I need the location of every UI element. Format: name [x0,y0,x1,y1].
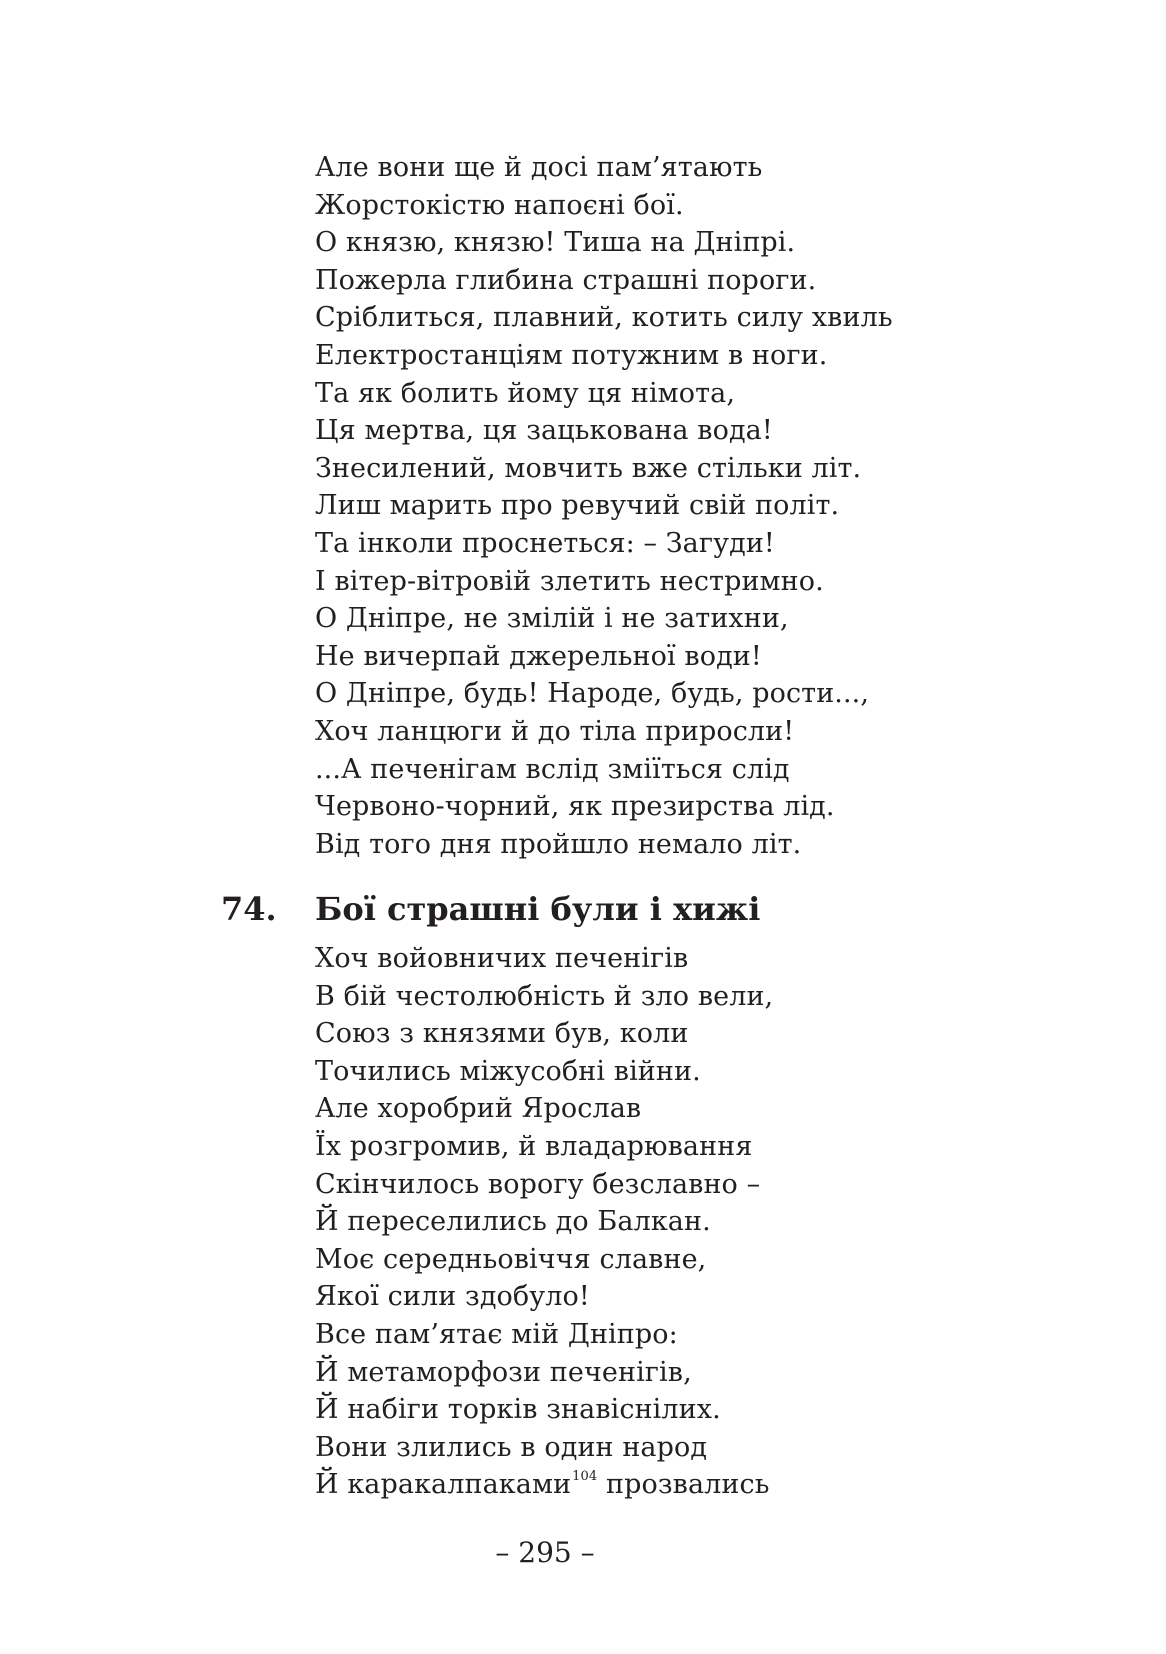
poem-line-text: прозвались [597,1469,770,1501]
footnote-reference[interactable]: 104 [572,1469,598,1485]
poem-line: О князю, князю! Тиша на Дніпрі. [315,227,796,259]
poem-line-with-footnote [315,1466,773,1504]
poem-stanza-top [315,149,893,863]
poem-line: Й метаморфози печенігів, [315,1356,692,1388]
poem-line: В бій честолюбність й зло вели, [315,980,774,1012]
poem-line: Вони злились в один народ [315,1431,708,1463]
poem-stanza-bottom [315,940,773,1504]
poem-line: Точились міжусобні війни. [315,1055,701,1087]
poem-line: Жорстокістю напоєні бої. [315,189,684,221]
poem-line: Якої сили здобуло! [315,1281,590,1313]
poem-line: Їх розгромив, й владарювання [315,1130,753,1162]
poem-line: Знесилений, мовчить вже стільки літ. [315,452,862,484]
poem-line: Електростанціям потужним в ноги. [315,339,828,371]
section-title: Бої страшні були і хижі [315,890,761,928]
poem-line: Союз з князями був, коли [315,1018,689,1050]
poem-line: Лиш марить про ревучий свій політ. [315,490,840,522]
poem-line: Моє середньовіччя славне, [315,1243,707,1275]
poem-line: Але хоробрий Ярослав [315,1093,642,1125]
poem-line: Та як болить йому ця німота, [315,377,736,409]
poem-line: Не вичерпай джерельної води! [315,640,762,672]
poem-line: І вітер-вітровій злетить нестримно. [315,565,824,597]
poem-line: О Дніпре, будь! Народе, будь, рости..., [315,678,870,710]
poem-line: Але вони ще й досі пам’ятають [315,152,763,183]
poem-line: Пожерла глибина страшні пороги. [315,264,817,296]
poem-line: Скінчилось ворогу безславно – [315,1168,761,1200]
poem-line: Від того дня пройшло немало літ. [315,828,802,860]
poem-line: Сріблиться, плавний, котить силу хвиль [315,302,893,334]
poem-line: О Дніпре, не змілій і не затихни, [315,603,789,635]
poem-line: ...А печенігам вслід зміїться слід [315,753,790,785]
section-number: 74. [221,890,277,928]
poem-line: Й переселились до Балкан. [315,1206,711,1238]
poem-line: Хоч войовничих печенігів [315,943,689,974]
poem-line: Все пам’ятає мій Дніпро: [315,1318,678,1350]
poem-line: Хоч ланцюги й до тіла приросли! [315,715,795,747]
poem-line-text: Й каракалпаками [315,1469,572,1501]
poem-line: Й набіги торків знавіснілих. [315,1394,721,1426]
poem-line: Та інколи проснеться: – Загуди! [315,527,775,559]
page-number: – 295 – [495,1536,595,1569]
poem-line: Червоно-чорний, як презирства лід. [315,791,835,823]
poem-line: Ця мертва, ця зацькована вода! [315,415,773,447]
